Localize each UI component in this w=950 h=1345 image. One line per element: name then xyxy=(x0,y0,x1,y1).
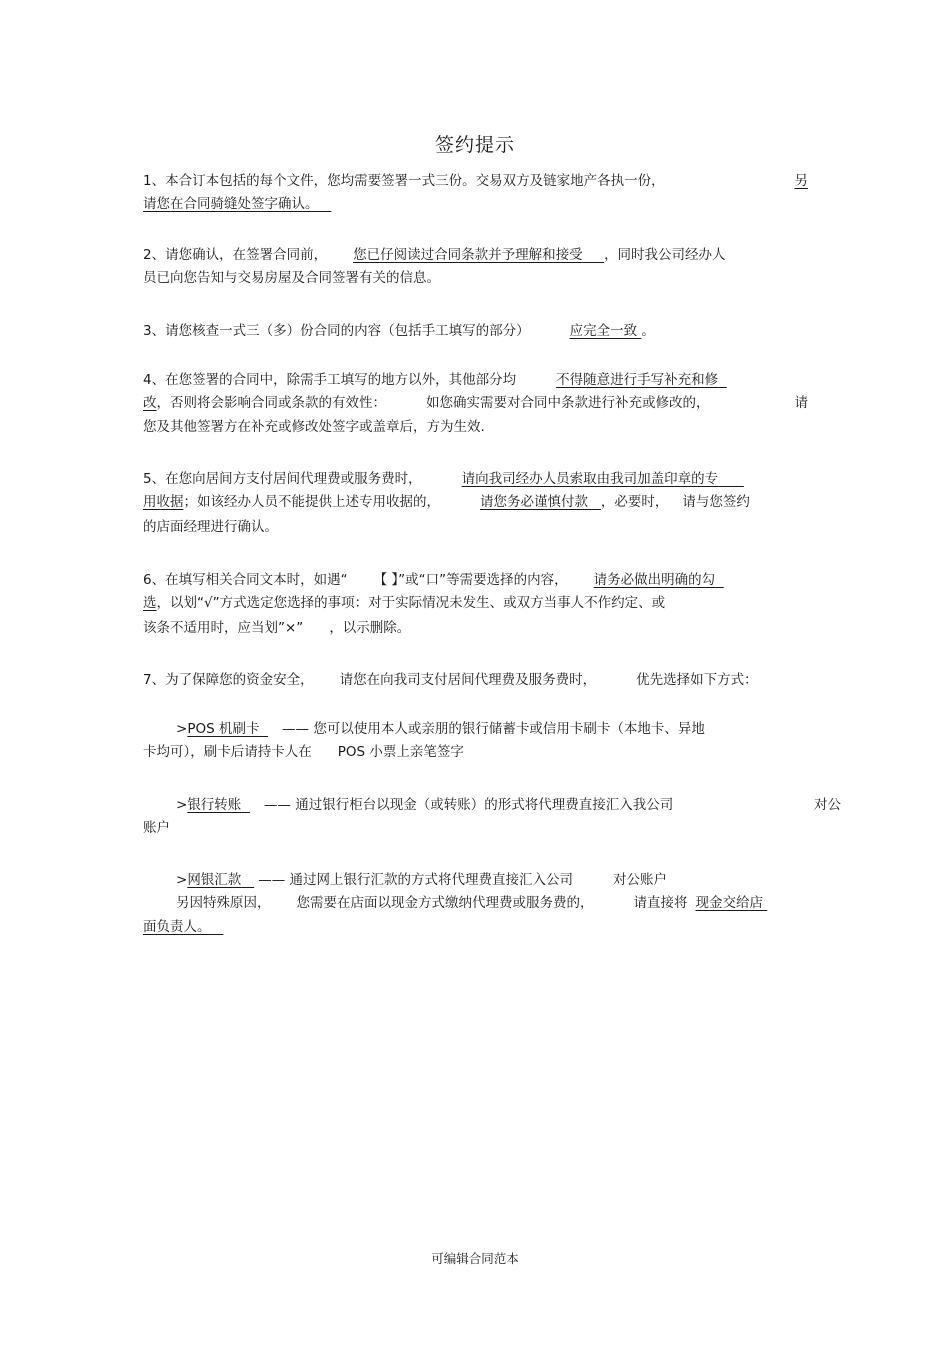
item-3-underline: 应完全一致 xyxy=(569,323,638,339)
online-option-marker: > xyxy=(176,872,188,888)
item-4-line-2 xyxy=(143,394,808,412)
item-1-line-2 xyxy=(143,195,808,213)
item-4-text-cont: 如您确实需要对合同中条款进行补充或修改的， xyxy=(426,395,710,411)
item-5-underline-2: 请您务必谨慎付款 xyxy=(480,494,588,510)
item-4-text-end: 您及其他签署方在补充或修改处签字或盖章后，方为生效. xyxy=(143,419,485,435)
special-case-text: 另因特殊原因， xyxy=(176,895,271,911)
item-7-text-cont: 请您在向我司支付居间代理费及服务费时， xyxy=(339,672,597,688)
pos-option-text-cont: 卡均可），刷卡后请持卡人在 xyxy=(143,744,312,760)
pos-option-label: POS 机刷卡 xyxy=(187,721,260,737)
item-2-underline: 您已仔阅读过合同条款并予理解和接受 xyxy=(353,247,583,263)
item-4-line-3 xyxy=(143,418,808,436)
pos-option-line-1 xyxy=(143,720,841,738)
item-6-line-3 xyxy=(143,619,808,637)
bank-option-text-cont: 对公 xyxy=(814,797,841,813)
bank-option-line-1 xyxy=(143,796,841,814)
bank-option-line-2 xyxy=(143,819,808,837)
item-5-text-cont: ，必要时， xyxy=(600,494,669,510)
bank-option-text: —— 通过银行柜台以现金（或转账）的形式将代理费直接汇入我公司 xyxy=(263,797,674,813)
bank-option-text-end: 账户 xyxy=(143,820,170,836)
item-1-line-1 xyxy=(143,172,808,190)
online-option-text: —— 通过网上银行汇款的方式将代理费直接汇入公司 xyxy=(258,872,573,888)
item-6-underline-start: 请务必做出明确的勾 xyxy=(593,572,716,588)
item-5-line-1 xyxy=(143,470,808,488)
item-6-text-bracket: 【 】”或“口”等需要选择的内容， xyxy=(373,572,568,588)
item-6-underline-end: 选 xyxy=(143,595,157,611)
item-4-text: 4、在您签署的合同中，除需手工填写的地方以外，其他部分均 xyxy=(143,372,517,388)
footer-text: 可编辑合同范本 xyxy=(431,1251,519,1266)
bank-option-label: 银行转账 xyxy=(187,797,242,813)
item-2-text-cont: ，同时我公司经办人 xyxy=(604,247,726,263)
item-2-line-2 xyxy=(143,269,808,287)
item-4-text-mid: ，否则将会影响合同或条款的有效性： xyxy=(156,395,386,411)
item-4-underline-start: 不得随意进行手写补充和修 xyxy=(556,372,719,388)
bank-option-marker: > xyxy=(176,797,188,813)
special-case-text-cont: 您需要在店面以现金方式缴纳代理费或服务费的， xyxy=(296,895,594,911)
item-5-underline-end: 用收据 xyxy=(143,494,184,510)
item-1-text: 1、本合订本包括的每个文件，您均需要签署一式三份。交易双方及链家地产各执一份， xyxy=(143,173,665,189)
item-4-line-1 xyxy=(143,371,808,389)
item-5-text-cont-2: 请与您签约 xyxy=(682,494,750,510)
item-5-text-mid: ；如该经办人员不能提供上述专用收据的， xyxy=(183,494,440,510)
item-2-line-1 xyxy=(143,246,808,264)
online-option-line-3 xyxy=(143,918,808,936)
item-6-text-mid: ，以划“√”方式选定您选择的事项：对于实际情况未发生、或双方当事人不作约定、或 xyxy=(156,595,666,611)
special-case-underline-end: 面负责人。 xyxy=(143,919,211,935)
item-5-underline-start: 请向我司经办人员索取由我司加盖印章的专 xyxy=(461,471,719,487)
item-7-text-end: 优先选择如下方式： xyxy=(636,672,758,688)
item-1-underline-start: 另 xyxy=(794,173,808,189)
item-5-text-end: 的店面经理进行确认。 xyxy=(143,519,278,535)
online-option-label: 网银汇款 xyxy=(187,872,242,888)
pos-option-marker: > xyxy=(176,721,188,737)
item-3-line-1 xyxy=(143,322,808,340)
pos-option-text-end: POS 小票上亲笔签字 xyxy=(337,744,464,760)
item-4-underline-end: 改 xyxy=(143,395,157,411)
online-option-text-cont: 对公账户 xyxy=(612,872,667,888)
page-title: 签约提示 xyxy=(434,134,515,156)
item-6-text-cont: 该条不适用时，应当划”×” xyxy=(143,620,304,636)
item-7-line-1 xyxy=(143,671,808,689)
item-2-text: 2、请您确认，在签署合同前， xyxy=(143,247,328,263)
item-6-text: 6、在填写相关合同文本时，如遇“ xyxy=(143,572,348,588)
item-5-text: 5、在您向居间方支付居间代理费或服务费时， xyxy=(143,471,422,487)
item-3-period: 。 xyxy=(641,323,655,339)
item-6-line-1 xyxy=(143,571,808,589)
item-5-line-3 xyxy=(143,518,808,536)
special-case-underline-start: 现金交给店 xyxy=(695,895,763,911)
item-2-text-end: 员已向您告知与交易房屋及合同签署有关的信息。 xyxy=(143,270,440,286)
online-option-line-1 xyxy=(143,871,841,889)
item-3-text: 3、请您核查一式三（多）份合同的内容（包括手工填写的部分） xyxy=(143,323,530,339)
online-option-line-2 xyxy=(143,894,841,912)
pos-option-text: —— 您可以使用本人或亲朋的银行储蓄卡或信用卡刷卡（本地卡、异地 xyxy=(282,721,705,737)
item-5-line-2 xyxy=(143,493,808,511)
special-case-text-cont-2: 请直接将 xyxy=(633,895,688,911)
item-7-text: 7、为了保障您的资金安全， xyxy=(143,672,314,688)
item-6-text-end: ，以示删除。 xyxy=(329,620,411,636)
item-6-line-2 xyxy=(143,594,808,612)
item-4-text-qing: 请 xyxy=(794,395,808,411)
pos-option-line-2 xyxy=(143,743,808,761)
item-1-underline-end: 请您在合同骑缝处签字确认。 xyxy=(143,196,319,212)
